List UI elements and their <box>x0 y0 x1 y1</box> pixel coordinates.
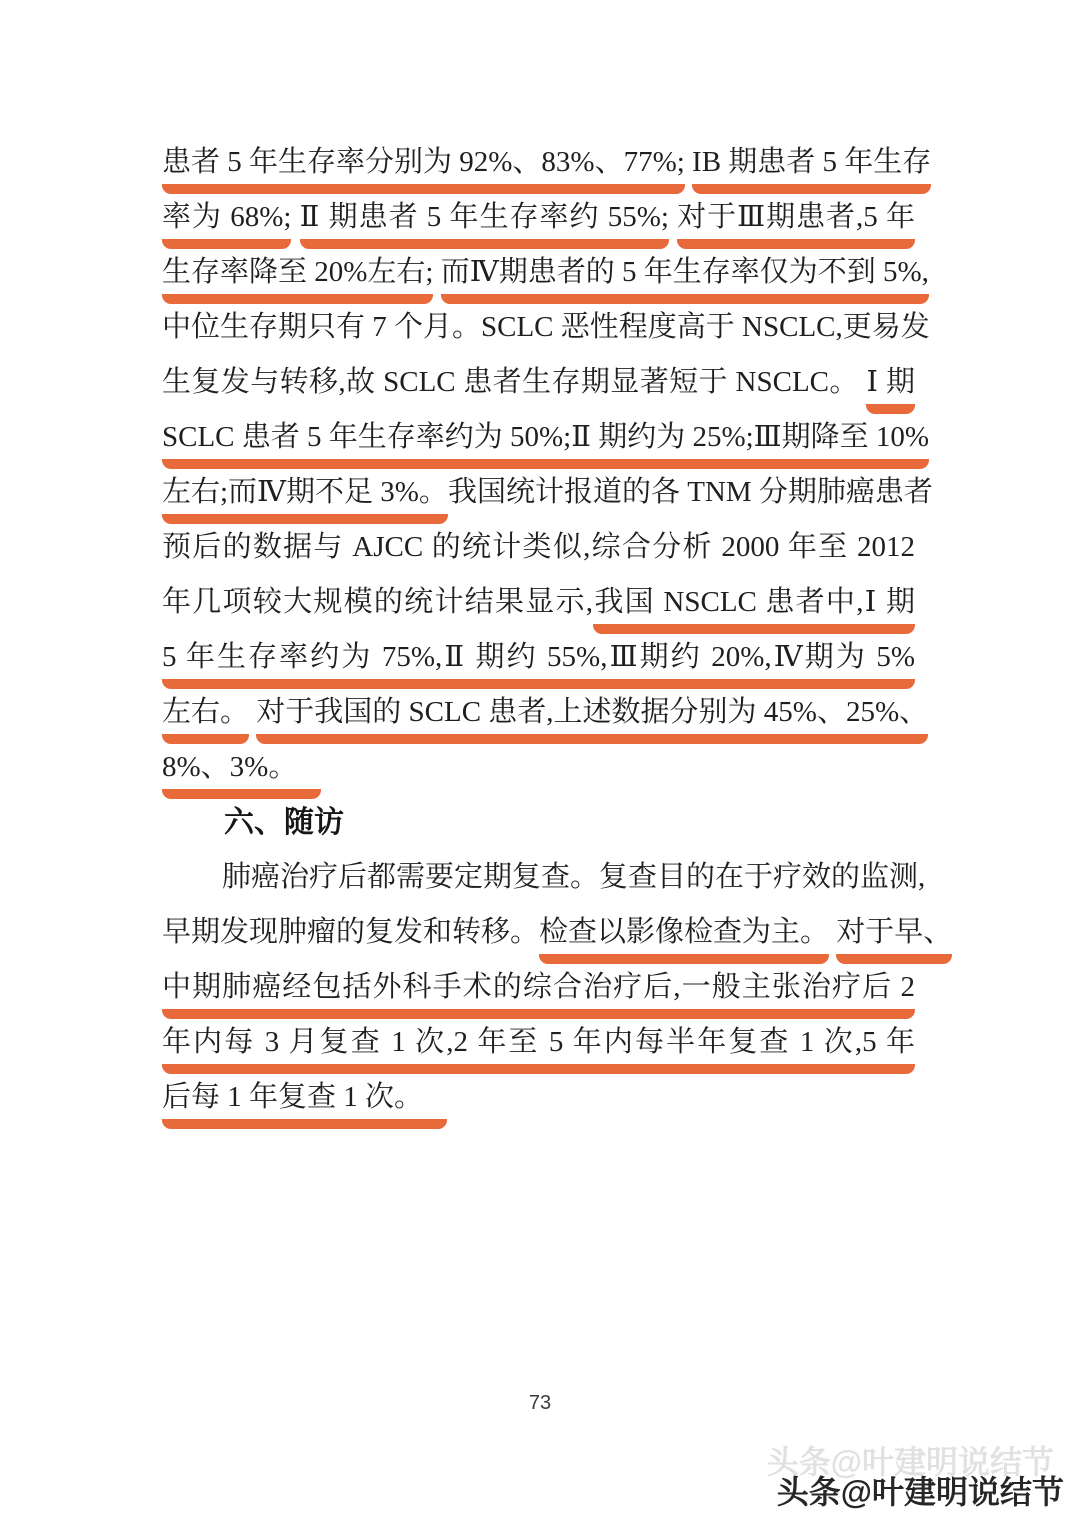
highlighted-text-segment: 左右。 <box>162 696 249 744</box>
text-line <box>162 685 929 740</box>
highlighted-text-segment: 而Ⅳ期患者的 5 年生存率仅为不到 5%, <box>441 256 929 304</box>
text-line <box>162 135 932 190</box>
body-text <box>162 135 953 1125</box>
text-line <box>162 245 929 300</box>
text-line <box>162 575 915 630</box>
highlighted-text-segment: 5 年生存率约为 75%,Ⅱ 期约 55%,Ⅲ期约 20%,Ⅳ期为 5% <box>162 641 915 689</box>
text-segment: 预后的数据与 AJCC 的统计类似,综合分析 2000 年至 2012 <box>162 531 915 563</box>
text-segment: 肺癌治疗后都需要定期复查。复查目的在于疗效的监测, <box>222 861 926 893</box>
text-segment <box>669 201 677 233</box>
text-segment: 早期发现肿瘤的复发和转移。 <box>162 916 540 948</box>
highlighted-text-segment: SCLC 患者 5 年生存率约为 50%;Ⅱ 期约为 25%;Ⅲ期降至 10% <box>162 421 929 469</box>
text-line <box>162 1015 915 1070</box>
highlighted-text-segment: 左右;而Ⅳ期不足 3%。 <box>162 476 448 524</box>
text-line <box>162 465 933 520</box>
text-line <box>162 355 915 410</box>
section-heading: 六、随访 <box>224 806 344 839</box>
watermark-text: 头条@叶建明说结节 <box>776 1474 1064 1510</box>
highlighted-text-segment: 8%、3%。 <box>162 751 321 799</box>
text-line <box>162 740 915 795</box>
text-line <box>162 630 915 685</box>
text-segment <box>685 146 692 178</box>
highlighted-text-segment: 后每 1 年复查 1 次。 <box>162 1081 447 1129</box>
highlighted-text-segment: 率为 68%; <box>162 201 291 249</box>
text-segment: 年几项较大规模的统计结果显示, <box>162 586 594 618</box>
text-segment: 生复发与转移,故 SCLC 患者生存期显著短于 NSCLC。 <box>162 366 859 398</box>
watermark-ghost-text: 头条@叶建明说结节 <box>766 1444 1054 1480</box>
highlighted-text-segment: Ⅰ 期 <box>866 366 915 414</box>
watermark <box>766 1444 1064 1513</box>
text-line <box>162 190 915 245</box>
text-line <box>162 300 930 355</box>
paragraph-followup <box>162 850 953 1125</box>
highlighted-text-segment: 年内每 3 月复查 1 次,2 年至 5 年内每半年复查 1 次,5 年 <box>162 1026 915 1074</box>
highlighted-text-segment: 对于早、 <box>836 916 952 964</box>
text-line <box>162 410 930 465</box>
highlighted-text-segment: 对于我国的 SCLC 患者,上述数据分别为 45%、25%、 <box>256 696 928 744</box>
highlighted-text-segment: 我国 NSCLC 患者中,Ⅰ 期 <box>593 586 915 634</box>
highlighted-text-segment: 生存率降至 20%左右; <box>162 256 433 304</box>
text-line <box>162 850 926 905</box>
highlighted-text-segment: 对于Ⅲ期患者,5 年 <box>677 201 915 249</box>
page-number: 73 <box>528 1392 552 1414</box>
highlighted-text-segment: 患者 5 年生存率分别为 92%、83%、77%; <box>162 146 685 194</box>
highlighted-text-segment: IB 期患者 5 年生存 <box>692 146 931 194</box>
paragraph-survival-stats <box>162 135 933 795</box>
text-line <box>162 905 953 960</box>
highlighted-text-segment: 检查以影像检查为主。 <box>539 916 829 964</box>
text-line <box>162 520 915 575</box>
highlighted-text-segment: 中期肺癌经包括外科手术的综合治疗后,一般主张治疗后 2 <box>162 971 915 1019</box>
text-segment: 中位生存期只有 7 个月。SCLC 恶性程度高于 NSCLC,更易发 <box>162 311 930 343</box>
text-segment <box>291 201 299 233</box>
text-segment <box>433 256 440 288</box>
text-line <box>162 960 915 1015</box>
highlighted-text-segment: Ⅱ 期患者 5 年生存率约 55%; <box>300 201 669 249</box>
text-line <box>162 1070 915 1125</box>
text-segment: 我国统计报道的各 TNM 分期肺癌患者 <box>447 476 933 508</box>
